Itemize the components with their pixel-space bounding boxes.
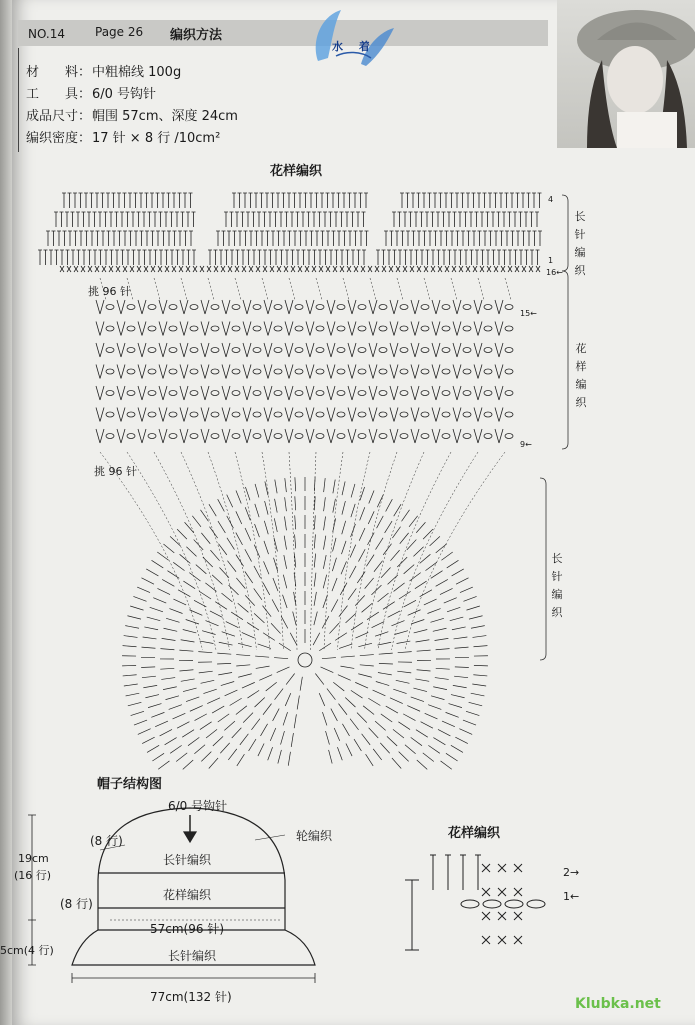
rows-mid-label: (8 行) <box>60 897 93 911</box>
row-mark-15: 15← <box>520 309 537 318</box>
logo-text: 水 着 <box>332 40 376 53</box>
crown-circle <box>122 477 488 769</box>
row-mark-9: 9← <box>520 440 532 449</box>
section-title: 编织方法 <box>170 28 223 43</box>
spec-gauge: 编织密度：17 针 × 8 行 /10cm² <box>26 131 221 146</box>
legend-title: 花样编织 <box>448 826 501 841</box>
height-rows-label: (16 行) <box>14 869 52 882</box>
row-mark-16: 16← <box>546 268 563 277</box>
stitch-legend <box>405 855 545 950</box>
pattern-number: NO.14 <box>28 27 66 41</box>
crown-bracket-label: 长针编织 <box>551 552 563 619</box>
brim-width-label: 77cm(132 针) <box>150 990 232 1004</box>
brim-section: 长针编织 <box>168 949 217 963</box>
hook-label: 6/0 号钩针 <box>168 799 228 813</box>
watermark: Klubka.net <box>575 996 661 1012</box>
spec-material: 材 料：中粗棉线 100g <box>26 65 182 80</box>
circumference-label: 57cm(96 针) <box>150 922 225 936</box>
round-label: 轮编织 <box>296 829 333 843</box>
crown-section: 长针编织 <box>163 853 212 867</box>
brim-height-label: 5cm(4 行) <box>0 944 54 957</box>
brim-bracket-label: 长针编织 <box>574 210 586 277</box>
structure-title: 帽子结构图 <box>97 777 163 792</box>
row-mark-4: 4 <box>548 195 554 204</box>
rows-top-label: (8 行) <box>90 834 123 848</box>
pattern-section: 花样编织 <box>163 888 212 902</box>
height-cm-label: 19cm <box>18 852 49 865</box>
spec-size: 成品尺寸：帽围 57cm、深度 24cm <box>26 109 238 124</box>
chart-title: 花样编织 <box>270 164 323 179</box>
pick-up-label-1: 挑 96 针 <box>88 285 131 298</box>
pick-up-label-2: 挑 96 针 <box>94 465 137 478</box>
brim-rows <box>38 193 542 272</box>
legend-row-2: 2→ <box>563 866 580 879</box>
pattern-rows <box>96 278 513 650</box>
page-number: Page 26 <box>95 25 144 39</box>
legend-row-1: 1← <box>563 890 580 903</box>
pattern-bracket-label: 花样编织 <box>575 342 587 409</box>
row-mark-1: 1 <box>548 256 554 265</box>
spec-tool: 工 具：6/0 号钩针 <box>26 87 157 102</box>
